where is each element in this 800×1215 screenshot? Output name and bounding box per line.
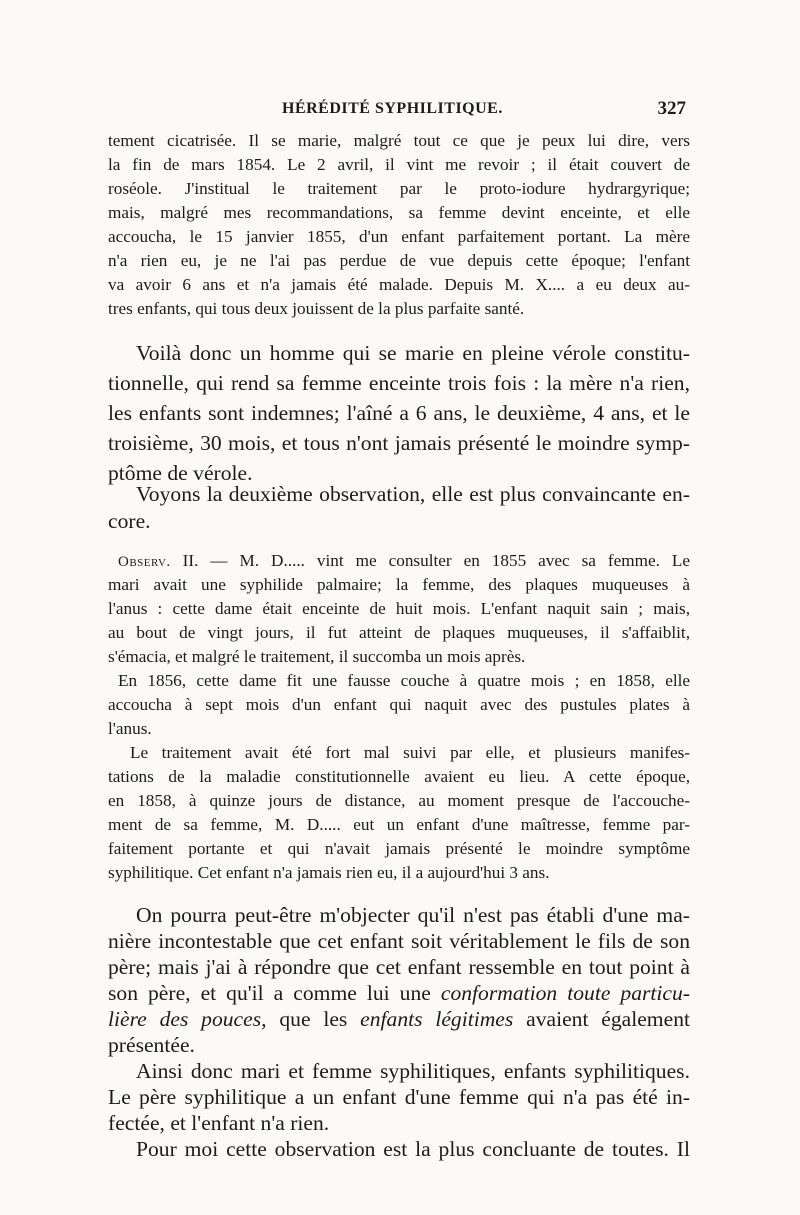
running-title: HÉRÉDITÉ SYPHILITIQUE.	[282, 100, 503, 117]
text-line: ptôme de vérole.	[108, 461, 253, 485]
text-line: au bout de vingt jours, il fut atteint de plaques muqueuses, il s'affaiblit,	[108, 623, 690, 642]
text-line: la fin de mars 1854. Le 2 avril, il vint me revoir ; il était couvert de	[108, 155, 690, 174]
text-line: troisième, 30 mois, et tous n'ont jamais présenté le moindre symp-	[108, 431, 690, 455]
text-line: va avoir 6 ans et n'a jamais été malade. Depuis M. X.... a eu deux au-	[108, 275, 690, 294]
text-line: tionnelle, qui rend sa femme enceinte trois fois : la mère n'a rien,	[108, 371, 690, 395]
text-line: nière incontestable que cet enfant soit véritablement le fils de son	[108, 929, 690, 953]
text-line: On pourra peut-être m'objecter qu'il n'est pas établi d'une ma-	[136, 903, 690, 927]
text-run: son père, et qu'il a comme lui une	[108, 981, 441, 1005]
text-line: accoucha, le 15 janvier 1855, d'un enfant parfaitement portant. La mère	[108, 227, 690, 246]
text-line: en 1858, à quinze jours de distance, au moment presque de l'accouche-	[108, 791, 690, 810]
text-line: l'anus : cette dame était enceinte de huit mois. L'enfant naquit sain ; mais,	[108, 599, 690, 618]
text-line: tement cicatrisée. Il se marie, malgré tout ce que je peux lui dire, vers	[108, 131, 690, 150]
text-line: mari avait une syphilide palmaire; la femme, des plaques muqueuses à	[108, 575, 690, 594]
text-line: Voyons la deuxième observation, elle est plus convaincante en-	[136, 482, 690, 506]
text-line: syphilitique. Cet enfant n'a jamais rien eu, il a aujourd'hui 3 ans.	[108, 863, 550, 882]
page-number: 327	[657, 98, 686, 119]
text-line: Le traitement avait été fort mal suivi par elle, et plusieurs manifes-	[130, 743, 690, 762]
text-line: s'émacia, et malgré le traitement, il succomba un mois après.	[108, 647, 526, 666]
text-line: core.	[108, 509, 151, 533]
text-line: tations de la maladie constitutionnelle avaient eu lieu. A cette époque,	[108, 767, 690, 786]
text-line: faitement portante et qui n'avait jamais présenté le moindre symptôme	[108, 839, 690, 858]
text-line	[108, 1007, 690, 1035]
observation-text: II. — M. D..... vint me consulter en 1855 avec sa femme. Le	[170, 551, 690, 570]
text-line	[108, 981, 690, 1009]
text-line: Pour moi cette observation est la plus concluante de toutes. Il	[136, 1137, 690, 1161]
text-line: Ainsi donc mari et femme syphilitiques, enfants syphilitiques.	[136, 1059, 690, 1083]
text-line: fectée, et l'enfant n'a rien.	[108, 1111, 330, 1135]
text-line	[118, 551, 690, 573]
text-run: que les	[266, 1007, 361, 1031]
text-line: Le père syphilitique a un enfant d'une femme qui n'a pas été in-	[108, 1085, 690, 1109]
text-line: mais, malgré mes recommandations, sa femme devint enceinte, et elle	[108, 203, 690, 222]
text-run: avaient également	[513, 1007, 690, 1031]
text-line: ment de sa femme, M. D..... eut un enfant d'une maîtresse, femme par-	[108, 815, 690, 834]
observation-label: Observ.	[118, 554, 171, 570]
italic-run: lière des pouces,	[108, 1007, 267, 1031]
text-line: l'anus.	[108, 719, 152, 738]
text-line: les enfants sont indemnes; l'aîné a 6 ans, le deuxième, 4 ans, et le	[108, 401, 690, 425]
italic-run: enfants légitimes	[360, 1007, 514, 1031]
text-line: présentée.	[108, 1033, 195, 1057]
text-line: n'a rien eu, je ne l'ai pas perdue de vue depuis cette époque; l'enfant	[108, 251, 690, 270]
text-line: Voilà donc un homme qui se marie en pleine vérole constitu-	[136, 341, 690, 365]
page-header	[108, 98, 686, 124]
text-line: En 1856, cette dame fit une fausse couche à quatre mois ; en 1858, elle	[118, 671, 690, 690]
text-line: père; mais j'ai à répondre que cet enfant ressemble en tout point à	[108, 955, 690, 979]
italic-run: conformation toute particu-	[440, 981, 690, 1005]
text-line: tres enfants, qui tous deux jouissent de la plus parfaite santé.	[108, 299, 525, 318]
text-line: accoucha à sept mois d'un enfant qui naquit avec des pustules plates à	[108, 695, 690, 714]
text-line: roséole. J'institual le traitement par le proto-iodure hydrargyrique;	[108, 179, 690, 198]
